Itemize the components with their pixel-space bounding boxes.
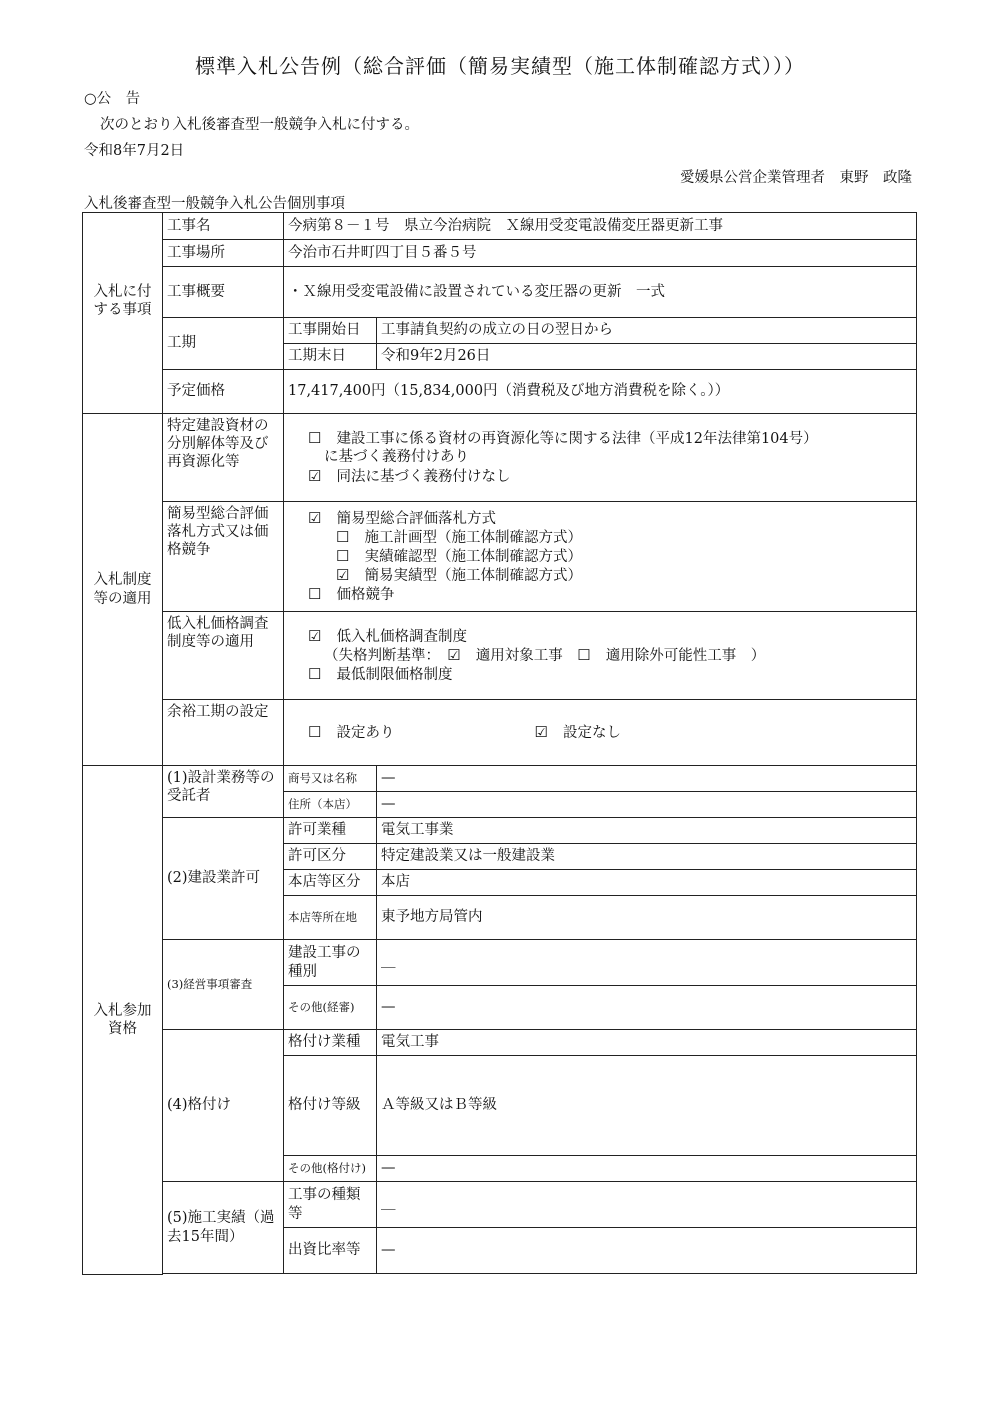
g1-r1: — (377, 766, 917, 792)
checkbox-icon[interactable]: ☐ (308, 722, 322, 741)
g5-r1: ＿ (377, 1182, 917, 1228)
intro-text: 次のとおり入札後審査型一般競争入札に付する。 (100, 117, 419, 133)
low-bid-opt3: 最低制限価格制度 (336, 667, 453, 684)
work-place-label: 工事場所 (163, 240, 284, 267)
applicable-work: 適用対象工事 (475, 647, 563, 664)
g3-r2-label: その他(経審) (284, 986, 377, 1030)
end-date: 令和9年2月26日 (377, 344, 917, 370)
g2-r4-label: 本店等所在地 (284, 896, 377, 940)
notice-table (82, 212, 917, 1275)
g2-label: (2)建設業許可 (163, 818, 284, 940)
method-opt4: 簡易実績型（施工体制確認方式） (364, 568, 582, 585)
recycle-label: 特定建設資材の分別解体等及び再資源化等 (163, 414, 284, 502)
period-label: 工期 (163, 318, 284, 370)
checkbox-icon[interactable]: ☐ (308, 429, 322, 448)
work-name: 今病第８－１号 県立今治病院 Ｘ線用受変電設備変圧器更新工事 (284, 213, 917, 240)
checkbox-icon[interactable]: ☑ (308, 626, 322, 645)
checkbox-icon[interactable]: ☑ (308, 466, 322, 485)
planned-price: 17,417,400円（15,834,000円（消費税及び地方消費税を除く。）） (284, 370, 917, 414)
checkbox-icon[interactable]: ☑ (447, 645, 461, 664)
checkbox-icon[interactable]: ☑ (534, 722, 548, 741)
g3-r1: ＿ (377, 940, 917, 986)
g5-r2-label: 出資比率等 (284, 1228, 377, 1274)
recycle-opt2-text: 同法に基づく義務付けなし (336, 468, 511, 485)
table-caption: 入札後審査型一般競争入札公告個別事項 (84, 196, 345, 212)
g2-r2: 特定建設業又は一般建設業 (377, 844, 917, 870)
low-bid-label: 低入札価格調査制度等の適用 (163, 612, 284, 700)
g2-r3: 本店 (377, 870, 917, 896)
checkbox-icon[interactable]: ☐ (336, 546, 350, 565)
section-bidding-items: 入札に付する事項 (83, 213, 163, 414)
g4-r2: Ａ等級又はＢ等級 (377, 1056, 917, 1156)
checkbox-icon[interactable]: ☐ (308, 665, 322, 684)
recycle-options (284, 414, 917, 502)
method-opt1: 簡易型総合評価落札方式 (336, 510, 496, 527)
spare-opt2: 設定なし (563, 724, 621, 741)
method-opt2: 施工計画型（施工体制確認方式） (364, 529, 582, 546)
spare-period-options (284, 700, 917, 766)
exclusion-work: 適用除外可能性工事 ） (605, 647, 766, 664)
g1-label: (1)設計業務等の受託者 (163, 766, 284, 818)
recycle-opt1b-text: に基づく義務付けあり (324, 449, 469, 466)
g2-r2-label: 許可区分 (284, 844, 377, 870)
method-opt3: 実績確認型（施工体制確認方式） (364, 548, 582, 565)
method-label: 簡易型総合評価落札方式又は価格競争 (163, 502, 284, 612)
checkbox-icon[interactable]: ☐ (336, 527, 350, 546)
work-summary-label: 工事概要 (163, 267, 284, 318)
spare-period-label: 余裕工期の設定 (163, 700, 284, 766)
work-name-label: 工事名 (163, 213, 284, 240)
g3-r2: — (377, 986, 917, 1030)
checkbox-icon[interactable]: ☑ (308, 508, 322, 527)
method-opt5: 価格競争 (336, 587, 395, 604)
method-options (284, 502, 917, 612)
g3-r1-label: 建設工事の種別 (284, 940, 377, 986)
section-eligibility: 入札参加資格 (83, 766, 163, 1275)
g5-r2: — (377, 1228, 917, 1274)
g4-label: (4)格付け (163, 1030, 284, 1182)
low-bid-opt1: 低入札価格調査制度 (336, 628, 467, 645)
recycle-opt1-text: 建設工事に係る資材の再資源化等に関する法律（平成12年法律第104号） (336, 431, 818, 448)
g1-r1-label: 商号又は名称 (284, 766, 377, 792)
g2-r1: 電気工事業 (377, 818, 917, 844)
g1-r2-label: 住所（本店） (284, 792, 377, 818)
checkbox-icon[interactable]: ☐ (577, 645, 591, 664)
notice-heading: ○公 告 (84, 91, 141, 107)
work-place: 今治市石井町四丁目５番５号 (284, 240, 917, 267)
g2-r4: 東予地方局管内 (377, 896, 917, 940)
start-date-label: 工事開始日 (284, 318, 377, 344)
g5-r1-label: 工事の種類等 (284, 1182, 377, 1228)
start-date: 工事請負契約の成立の日の翌日から (377, 318, 917, 344)
low-bid-options (284, 612, 917, 700)
spare-opt1: 設定あり (336, 724, 395, 741)
checkbox-icon[interactable]: ☐ (308, 585, 322, 604)
g2-r3-label: 本店等区分 (284, 870, 377, 896)
page-title: 標準入札公告例（総合評価（簡易実績型（施工体制確認方式））） (195, 54, 805, 78)
checkbox-icon[interactable]: ☑ (336, 566, 350, 585)
g3-label: (3)経営事項審査 (163, 940, 284, 1030)
work-summary: ・Ｘ線用受変電設備に設置されている変圧器の更新 一式 (284, 267, 917, 318)
g4-r3: — (377, 1156, 917, 1182)
g4-r3-label: その他(格付け) (284, 1156, 377, 1182)
section-system-application: 入札制度等の適用 (83, 414, 163, 766)
g4-r1-label: 格付け業種 (284, 1030, 377, 1056)
g5-label: (5)施工実績（過去15年間） (163, 1182, 284, 1274)
g4-r1: 電気工事 (377, 1030, 917, 1056)
notice-date: 令和8年7月2日 (84, 143, 185, 159)
end-date-label: 工期末日 (284, 344, 377, 370)
disqualify-criteria-label: （失格判断基準： (324, 647, 433, 664)
issuer: 愛媛県公営企業管理者 東野 政隆 (680, 170, 912, 186)
g2-r1-label: 許可業種 (284, 818, 377, 844)
planned-price-label: 予定価格 (163, 370, 284, 414)
g1-r2: — (377, 792, 917, 818)
g4-r2-label: 格付け等級 (284, 1056, 377, 1156)
